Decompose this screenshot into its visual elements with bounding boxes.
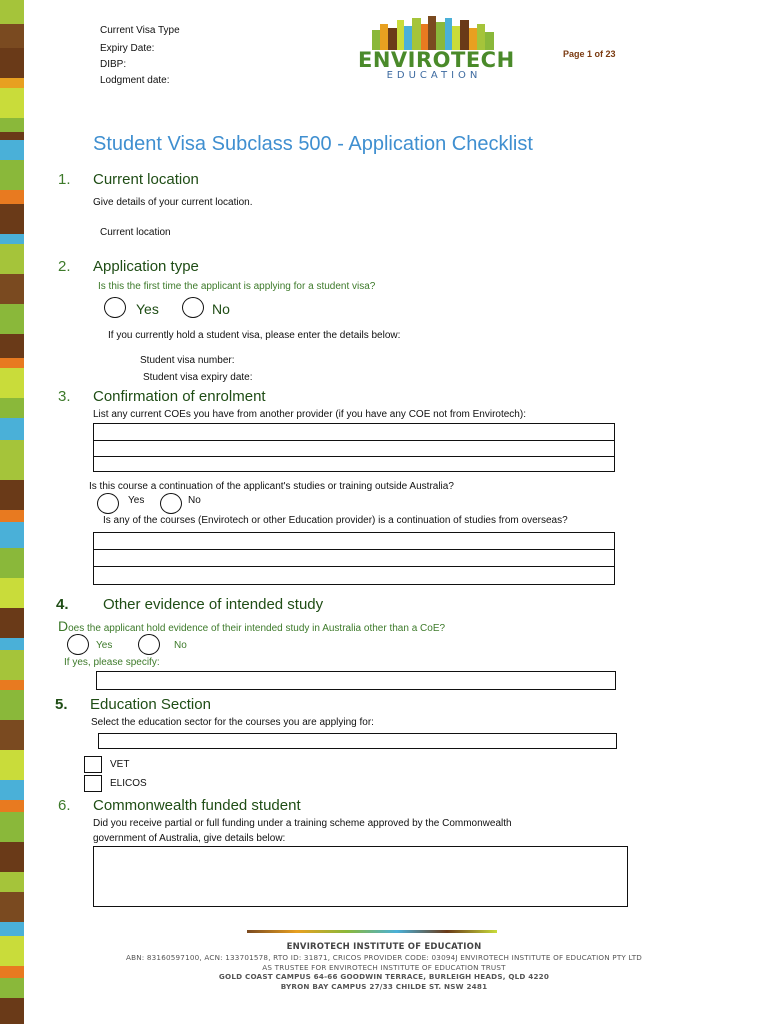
table-row bbox=[94, 566, 614, 567]
overseas-courses-table[interactable] bbox=[93, 532, 615, 585]
coe-instruction: List any current COEs you have from another provider (if you have any COE not from Envirotech): bbox=[93, 409, 526, 420]
evidence-no-label: No bbox=[174, 640, 187, 651]
current-visa-type-label: Current Visa Type bbox=[100, 25, 180, 36]
first-time-no-radio[interactable] bbox=[182, 297, 204, 318]
evidence-question-initial: D bbox=[58, 618, 69, 634]
commonwealth-details-textarea[interactable] bbox=[93, 846, 628, 907]
footer-trustee: AS TRUSTEE FOR ENVIROTECH INSTITUTE OF EDUCATION TRUST bbox=[262, 963, 506, 972]
footer-registration: ABN: 83160597100, ACN: 133701578, RTO ID: 31871, CRICOS PROVIDER CODE: 03094J ENVIROTECH INSTITUTE OF EDUCATION PTY LTD bbox=[125, 953, 643, 962]
logo-subtitle: EDUCATION bbox=[386, 70, 482, 81]
first-time-yes-label: Yes bbox=[136, 301, 159, 317]
continuation-question: Is this course a continuation of the applicant's studies or training outside Australia? bbox=[89, 481, 454, 492]
footer-gold-coast-campus: GOLD COAST CAMPUS 64-66 GOODWIN TERRACE, BURLEIGH HEADS, QLD 4220 bbox=[218, 972, 550, 981]
education-sector-input[interactable] bbox=[98, 733, 617, 749]
logo-skyline-icon bbox=[358, 16, 510, 50]
specify-label: If yes, please specify: bbox=[64, 657, 160, 668]
continuation-yes-radio[interactable] bbox=[97, 493, 119, 514]
commonwealth-instruction-line2: government of Australia, give details below: bbox=[93, 833, 286, 844]
first-time-no-label: No bbox=[212, 301, 230, 317]
section-2-title: Application type bbox=[93, 258, 199, 275]
coe-table[interactable] bbox=[93, 423, 615, 472]
logo-wordmark: ENVIROTECH bbox=[358, 48, 515, 72]
footer-divider bbox=[247, 930, 497, 933]
elicos-label: ELICOS bbox=[110, 778, 147, 789]
section-4-number: 4. bbox=[56, 596, 69, 613]
education-sector-instruction: Select the education sector for the courses you are applying for: bbox=[91, 717, 374, 728]
section-1-instruction: Give details of your current location. bbox=[93, 197, 253, 208]
continuation-no-radio[interactable] bbox=[160, 493, 182, 514]
section-5-number: 5. bbox=[55, 696, 68, 713]
page-number: Page 1 of 23 bbox=[563, 49, 616, 59]
first-time-yes-radio[interactable] bbox=[104, 297, 126, 318]
vet-label: VET bbox=[110, 759, 130, 770]
evidence-no-radio[interactable] bbox=[138, 634, 160, 655]
section-1-number: 1. bbox=[58, 171, 71, 188]
section-6-number: 6. bbox=[58, 797, 71, 814]
section-6-title: Commonwealth funded student bbox=[93, 797, 301, 814]
expiry-date-label: Expiry Date: bbox=[100, 43, 155, 54]
document-title: Student Visa Subclass 500 - Application Checklist bbox=[93, 133, 533, 155]
envirotech-logo bbox=[358, 16, 515, 82]
table-row bbox=[94, 456, 614, 457]
lodgment-date-label: Lodgment date: bbox=[100, 75, 170, 86]
overseas-continuation-question: Is any of the courses (Envirotech or other Education provider) is a continuation of studies from overseas? bbox=[103, 515, 568, 526]
current-location-label: Current location bbox=[100, 227, 171, 238]
evidence-question-text: oes the applicant hold evidence of their intended study in Australia other than a CoE? bbox=[68, 623, 446, 634]
section-4-title: Other evidence of intended study bbox=[103, 596, 324, 613]
section-1-title: Current location bbox=[93, 171, 199, 188]
dibp-label: DIBP: bbox=[100, 59, 127, 70]
footer-byron-bay-campus: BYRON BAY CAMPUS 27/33 CHILDE ST. NSW 2481 bbox=[280, 982, 488, 991]
current-visa-instruction: If you currently hold a student visa, please enter the details below: bbox=[108, 330, 401, 341]
table-row bbox=[94, 440, 614, 441]
student-visa-expiry-label: Student visa expiry date: bbox=[143, 372, 253, 383]
section-3-number: 3. bbox=[58, 388, 71, 405]
continuation-no-label: No bbox=[188, 495, 201, 506]
section-2-number: 2. bbox=[58, 258, 71, 275]
elicos-checkbox[interactable] bbox=[84, 775, 102, 792]
section-5-title: Education Section bbox=[90, 696, 211, 713]
decorative-color-strip bbox=[0, 0, 24, 1024]
first-time-question: Is this the first time the applicant is applying for a student visa? bbox=[98, 281, 376, 292]
evidence-yes-label: Yes bbox=[96, 640, 113, 651]
vet-checkbox[interactable] bbox=[84, 756, 102, 773]
evidence-yes-radio[interactable] bbox=[67, 634, 89, 655]
table-row bbox=[94, 549, 614, 550]
commonwealth-instruction-line1: Did you receive partial or full funding under a training scheme approved by the Commonwealth bbox=[93, 818, 512, 829]
evidence-specify-input[interactable] bbox=[96, 671, 616, 690]
continuation-yes-label: Yes bbox=[128, 495, 145, 506]
evidence-question bbox=[58, 618, 445, 634]
student-visa-number-label: Student visa number: bbox=[140, 355, 235, 366]
footer-institute-name: ENVIROTECH INSTITUTE OF EDUCATION bbox=[286, 942, 482, 952]
section-3-title: Confirmation of enrolment bbox=[93, 388, 266, 405]
